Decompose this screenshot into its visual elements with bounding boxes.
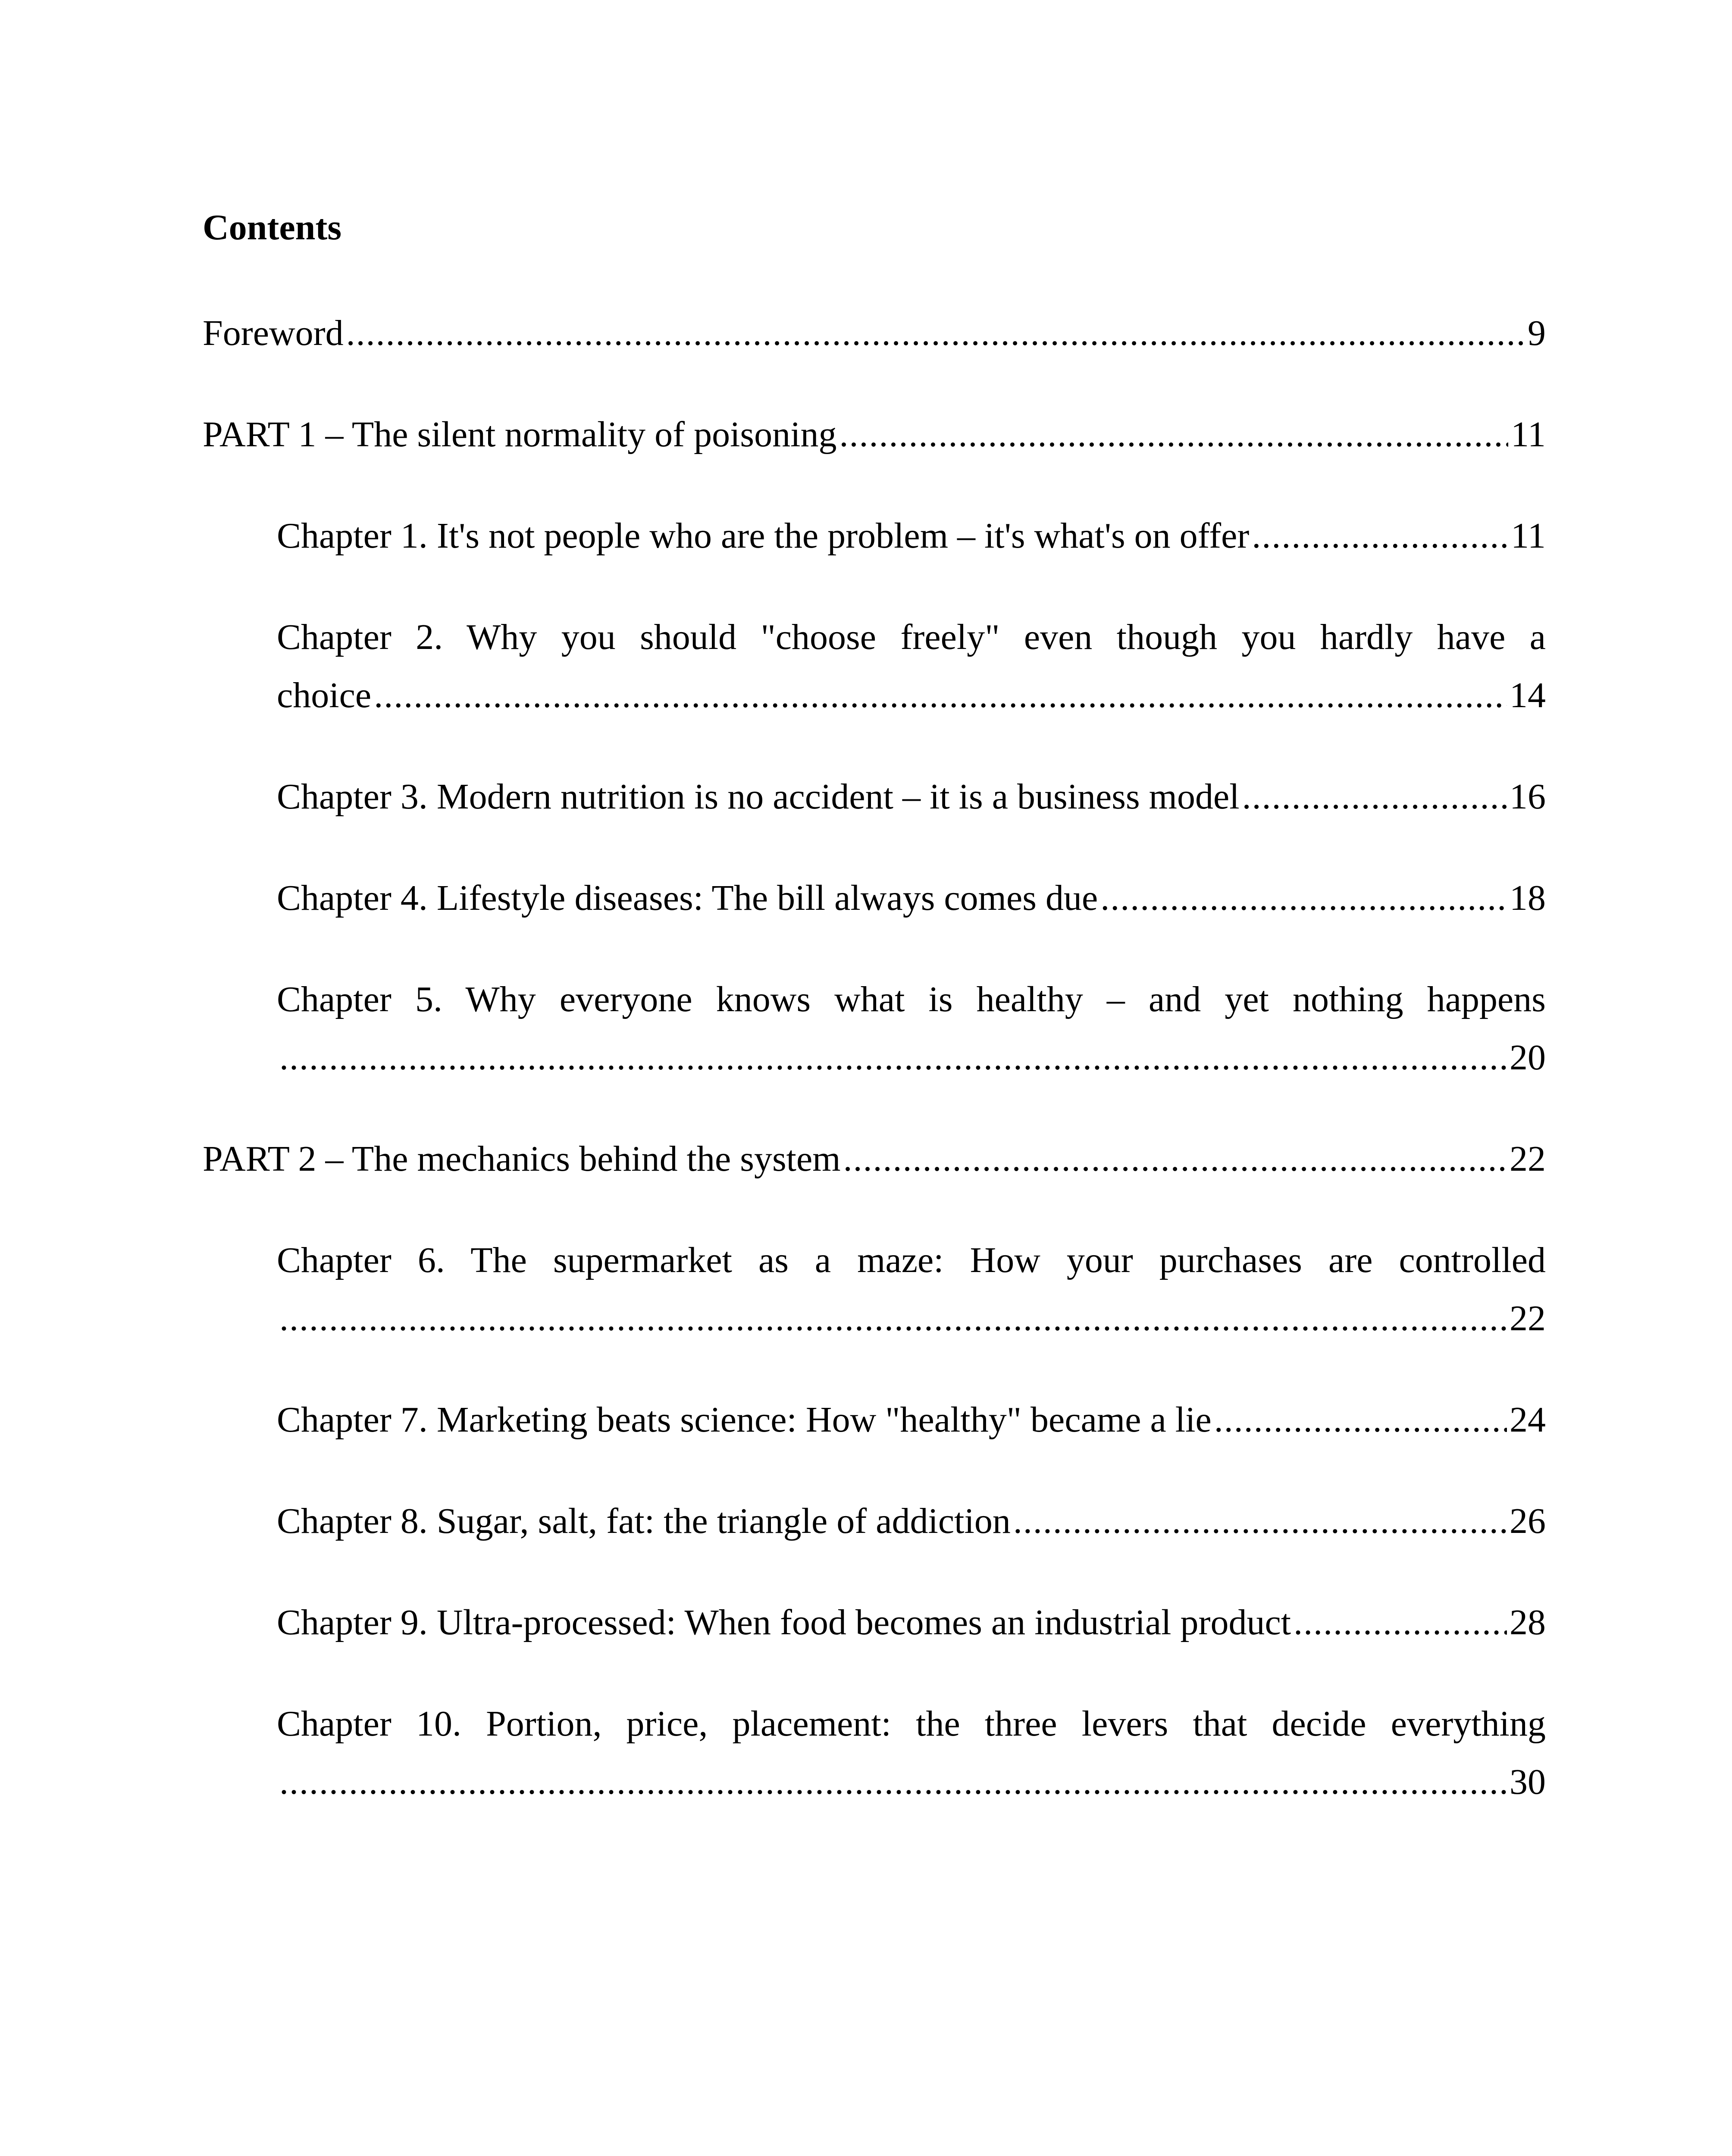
toc-entry-page: 24 <box>1510 1400 1546 1440</box>
toc-entry-part-2[interactable] <box>203 1130 1546 1188</box>
dot-leader <box>1214 1391 1507 1449</box>
toc-entry-title: Chapter 7. Marketing beats science: How "healthy" became a lie <box>277 1400 1212 1440</box>
toc-entry-title: Chapter 1. It's not people who are the problem – it's what's on offer <box>277 516 1250 556</box>
toc-heading: Contents <box>203 207 342 248</box>
toc-entry-title: PART 2 – The mechanics behind the system <box>203 1139 841 1179</box>
toc-entry-title-line-1: Chapter 6. The supermarket as a maze: How your purchases are controlled <box>277 1240 1546 1280</box>
toc-entry-chapter-9[interactable] <box>277 1593 1546 1651</box>
toc-entry-title: Chapter 3. Modern nutrition is no accident – it is a business model <box>277 777 1240 817</box>
toc-entry-chapter-7[interactable] <box>277 1391 1546 1449</box>
toc-entry-page: 26 <box>1510 1501 1546 1541</box>
toc-entry-title: Chapter 4. Lifestyle diseases: The bill always comes due <box>277 878 1098 918</box>
toc-entry-part-1[interactable] <box>203 405 1546 464</box>
toc-entry-chapter-3[interactable] <box>277 768 1546 826</box>
toc-entry-chapter-1[interactable] <box>277 507 1546 565</box>
toc-entry-chapter-4[interactable] <box>277 869 1546 927</box>
toc-entry-title-line-1: Chapter 2. Why you should "choose freely" even though you hardly have a <box>277 617 1546 657</box>
toc-entry-chapter-10[interactable] <box>277 1695 1546 1811</box>
toc-entry-chapter-2[interactable] <box>277 608 1546 724</box>
toc-entry-title: Chapter 9. Ultra-processed: When food becomes an industrial product <box>277 1602 1291 1642</box>
dot-leader <box>843 1130 1507 1188</box>
toc-entry-title-line-1: Chapter 5. Why everyone knows what is healthy – and yet nothing happens <box>277 979 1546 1019</box>
toc-entry-chapter-8[interactable] <box>277 1492 1546 1550</box>
toc-entry-title: Foreword <box>203 313 344 353</box>
dot-leader <box>279 1753 1507 1811</box>
toc-entry-title: Chapter 8. Sugar, salt, fat: the triangle of addiction <box>277 1501 1011 1541</box>
toc-entry-page: 9 <box>1528 313 1546 353</box>
toc-entry-chapter-6[interactable] <box>277 1231 1546 1348</box>
toc-entry-page: 22 <box>1510 1298 1546 1338</box>
toc-entry-chapter-5[interactable] <box>277 970 1546 1087</box>
toc-entry-page: 28 <box>1510 1602 1546 1642</box>
toc-entry-page: 14 <box>1510 675 1546 715</box>
dot-leader <box>374 666 1507 724</box>
toc-entry-page: 30 <box>1510 1762 1546 1802</box>
toc-entry-page: 18 <box>1510 878 1546 918</box>
dot-leader <box>1100 869 1507 927</box>
dot-leader <box>346 304 1525 362</box>
dot-leader <box>1013 1492 1507 1550</box>
toc-entry-page: 20 <box>1510 1037 1546 1078</box>
toc-entry-page: 16 <box>1510 777 1546 817</box>
toc-entry-page: 22 <box>1510 1139 1546 1179</box>
toc-entry-title-line-2: choice <box>277 675 372 715</box>
dot-leader <box>279 1289 1507 1348</box>
toc-entry-page: 11 <box>1511 516 1546 556</box>
dot-leader <box>839 405 1508 464</box>
dot-leader <box>1252 507 1508 565</box>
toc-entry-title-line-1: Chapter 10. Portion, price, placement: the three levers that decide everything <box>277 1704 1546 1744</box>
dot-leader <box>1294 1593 1507 1651</box>
dot-leader <box>1242 768 1507 826</box>
dot-leader <box>279 1028 1507 1087</box>
toc-entry-title: PART 1 – The silent normality of poisoning <box>203 414 837 454</box>
toc-entry-page: 11 <box>1511 414 1546 454</box>
toc-entry-foreword[interactable] <box>203 304 1546 362</box>
